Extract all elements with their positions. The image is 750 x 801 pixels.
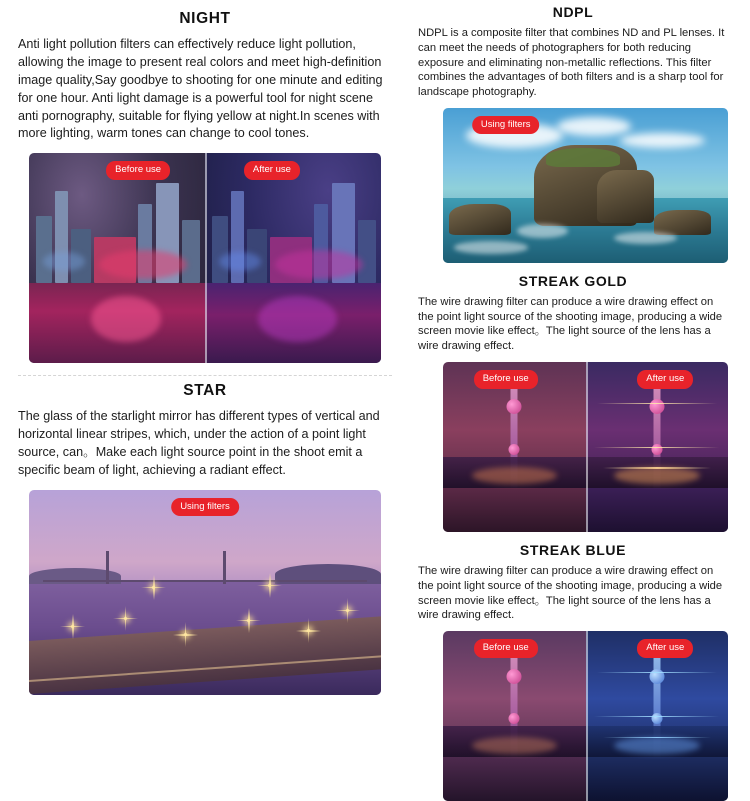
ndpl-sample-image	[443, 108, 728, 263]
left-column-divider	[18, 375, 392, 376]
streak-blue-comparison-image	[443, 631, 728, 801]
star-using-filters-badge: Using filters	[171, 498, 239, 517]
streak-gold-before-badge: Before use	[474, 370, 538, 389]
star-section-title: STAR	[183, 382, 227, 400]
streak-blue-split-divider	[586, 631, 588, 801]
star-section-text: The glass of the starlight mirror has different types of vertical and horizontal linear stripes, which, under the action of a point light source, can。Make each light source point in the shoot emit a specific beam of light, achieving a radiant effect.	[18, 409, 380, 477]
streak-gold-section-text: The wire drawing filter can produce a wire drawing effect on the point light source of the shooting image, producing a wide screen movie like effect。The light source of the lens has a wire drawing effect.	[418, 295, 723, 353]
streak-gold-comparison-image	[443, 362, 728, 532]
night-after-half	[205, 153, 381, 363]
night-after-badge: After use	[244, 161, 300, 180]
streak-blue-before-badge: Before use	[474, 639, 538, 658]
night-before-half	[29, 153, 205, 363]
ndpl-using-filters-badge: Using filters	[472, 116, 540, 135]
streak-blue-after-badge: After use	[637, 639, 693, 658]
ndpl-section-text: NDPL is a composite filter that combines ND and PL lenses. It can meet the needs of photographers for both reducing exposure and eliminating non-metallic reflections. This filter combines the advantages of both filters and is a sharp tool for landscape photography.	[418, 27, 725, 99]
streak-gold-split-divider	[586, 362, 588, 532]
star-sample-image	[29, 490, 381, 695]
streak-blue-section-text: The wire drawing filter can produce a wire drawing effect on the point light source of the shooting image, producing a wide screen movie like effect。The light source of the lens has a wire drawing effect.	[418, 565, 723, 622]
night-section-text: Anti light pollution filters can effectively reduce light pollution, allowing the image to present real colors and meet high-definition image quality,Say goodbye to shooting for one minute and editing for one hour. Anti light damage is a powerful tool for night scene anti pornography, suitable for flying yellow at night.In scenes with more lighting, warm tones can change to cool tones.	[18, 37, 383, 141]
ndpl-section-title: NDPL	[552, 4, 594, 20]
streak-blue-section-title: STREAK BLUE	[519, 542, 627, 559]
streak-gold-section-title: STREAK GOLD	[518, 272, 628, 289]
night-split-divider	[205, 153, 207, 363]
night-comparison-image	[29, 153, 381, 363]
night-before-badge: Before use	[106, 161, 170, 180]
streak-gold-after-badge: After use	[637, 370, 693, 389]
night-section-title: NIGHT	[179, 10, 231, 27]
right-column	[410, 0, 750, 750]
